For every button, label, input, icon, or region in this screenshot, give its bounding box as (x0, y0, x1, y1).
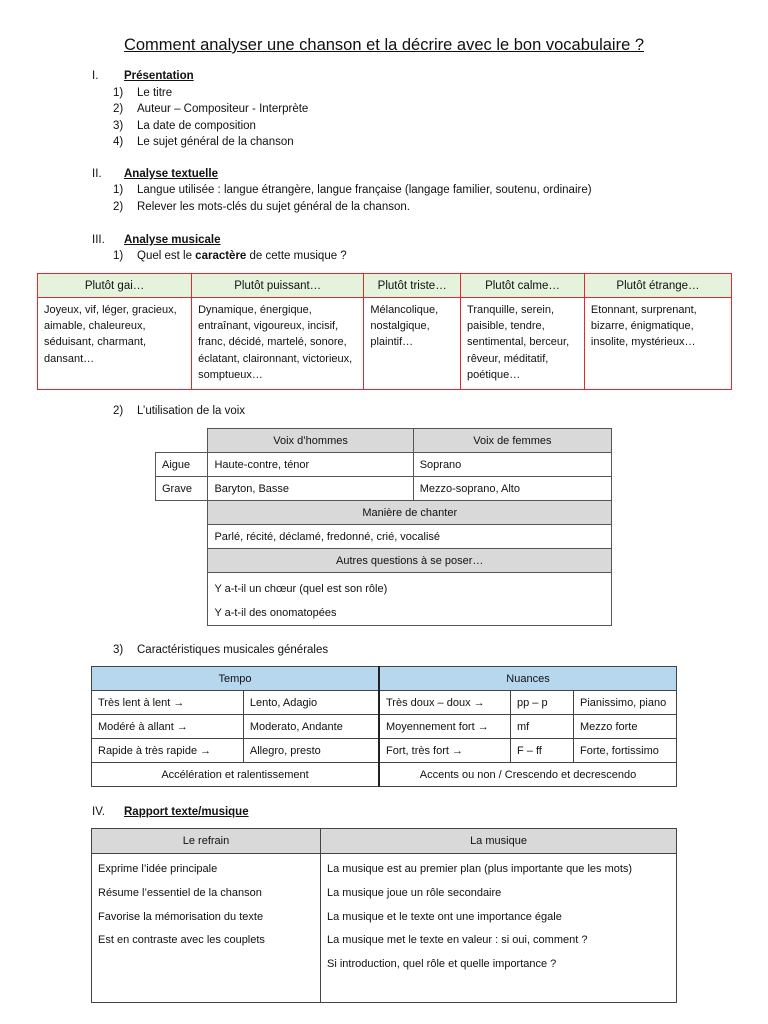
table-cell: Soprano (413, 453, 611, 477)
section-heading-analyse-musicale (92, 234, 392, 248)
question-prefix: Quel est le (137, 250, 196, 262)
table-row (38, 298, 732, 390)
item-text (137, 250, 347, 262)
column-header: Voix d’hommes (208, 429, 413, 453)
list-item: Si introduction, quel rôle et quelle importance ? (327, 958, 557, 971)
section-label: Présentation (124, 70, 194, 82)
table-cell: Baryton, Basse (208, 477, 413, 501)
column-header: Plutôt calme… (461, 274, 585, 298)
rapport-table (91, 828, 677, 1003)
item-text: L’utilisation de la voix (137, 405, 246, 417)
table-cell: Etonnant, surprenant, bizarre, énigmatique, insolite, mystérieux… (584, 298, 731, 390)
table-row (156, 525, 612, 549)
section-number: IV. (92, 806, 106, 818)
item-text: Auteur – Compositeur - Interprète (137, 103, 309, 115)
row-label: Aigue (156, 453, 208, 477)
table-footer-cell: Accents ou non / Crescendo et decrescendo (379, 763, 677, 787)
item-text: Le sujet général de la chanson (137, 136, 294, 148)
table-cell: Allegro, presto (243, 739, 379, 763)
section-number: III. (92, 234, 105, 246)
table-cell: Joyeux, vif, léger, gracieux, aimable, chaleureux, séduisant, charmant, dansant… (38, 298, 192, 390)
item-number: 1) (113, 87, 124, 99)
list-item (113, 201, 713, 215)
item-number: 2) (113, 201, 124, 213)
empty-cell (156, 573, 208, 626)
table-cell: Modéré à allant → (92, 715, 244, 739)
musique-column (321, 854, 677, 1003)
list-item: La musique est au premier plan (plus importante que les mots) (327, 863, 633, 875)
list-item: La musique met le texte en valeur : si oui, comment ? (327, 934, 588, 947)
list-item (113, 120, 613, 134)
list-item (113, 103, 613, 117)
item-text: La date de composition (137, 120, 256, 132)
section-number: II. (92, 168, 102, 180)
list-item: Est en contraste avec les couplets (98, 934, 265, 947)
item-text: Caractéristiques musicales générales (137, 644, 329, 656)
table-header-row (38, 274, 732, 298)
question-suffix: de cette musique ? (246, 250, 347, 262)
item-text: Le titre (137, 87, 173, 99)
table-cell: Rapide à très rapide → (92, 739, 244, 763)
table-cell: Lento, Adagio (243, 691, 379, 715)
table-header-row (156, 429, 612, 453)
table-cell: Parlé, récité, déclamé, fredonné, crié, vocalisé (208, 525, 612, 549)
table-row (156, 573, 612, 626)
section-label: Rapport texte/musique (124, 806, 249, 818)
table-row (92, 739, 677, 763)
item-text: Langue utilisée : langue étrangère, langue française (langage familier, soutenu, ordinaire) (137, 184, 592, 196)
caractere-table (37, 273, 732, 390)
table-cell: pp – p (511, 691, 574, 715)
column-header: Plutôt étrange… (584, 274, 731, 298)
section-heading-rapport-texte-musique (92, 806, 392, 820)
page-title: Comment analyser une chanson et la décrire avec le bon vocabulaire ? (123, 36, 645, 54)
table-cell (208, 573, 612, 626)
list-item: Exprime l’idée principale (98, 863, 218, 875)
table-cell: Haute-contre, ténor (208, 453, 413, 477)
item-text: Relever les mots-clés du sujet général de la chanson. (137, 201, 410, 213)
list-item (113, 405, 713, 419)
column-header: La musique (321, 829, 677, 854)
table-cell: Moderato, Andante (243, 715, 379, 739)
row-label: Grave (156, 477, 208, 501)
question-line: Y a-t-il des onomatopées (214, 607, 337, 619)
question-keyword: caractère (195, 250, 247, 262)
empty-cell (156, 429, 208, 453)
column-header: Nuances (379, 667, 677, 691)
table-row (156, 501, 612, 525)
empty-cell (156, 525, 208, 549)
list-item: Résume l’essentiel de la chanson (98, 886, 262, 899)
section-header: Manière de chanter (208, 501, 612, 525)
table-cell: Mélancolique, nostalgique, plaintif… (364, 298, 461, 390)
list-item (113, 184, 713, 198)
table-cell: Moyennement fort → (379, 715, 511, 739)
list-item (113, 87, 613, 101)
table-cell: Mezzo-soprano, Alto (413, 477, 611, 501)
voix-table (155, 428, 612, 626)
table-header-row (92, 829, 677, 854)
table-header-row (92, 667, 677, 691)
empty-cell (156, 501, 208, 525)
table-row (92, 854, 677, 1003)
column-header: Voix de femmes (413, 429, 611, 453)
list-item: La musique joue un rôle secondaire (327, 886, 502, 899)
table-cell: Fort, très fort → (379, 739, 511, 763)
table-cell: Pianissimo, piano (574, 691, 677, 715)
table-cell: Très lent à lent → (92, 691, 244, 715)
table-cell: Dynamique, énergique, entraînant, vigoureux, incisif, franc, décidé, martelé, sonore, éclatant, claironnant, victorieux, somptueux… (192, 298, 364, 390)
table-footer-cell: Accélération et ralentissement (92, 763, 380, 787)
list-item (113, 250, 713, 264)
item-number: 3) (113, 120, 124, 132)
item-number: 3) (113, 644, 124, 656)
list-item: La musique et le texte ont une importance égale (327, 910, 562, 923)
table-row (92, 691, 677, 715)
caracteristiques-table (91, 666, 677, 787)
item-number: 4) (113, 136, 124, 148)
section-header: Autres questions à se poser… (208, 549, 612, 573)
table-cell: Mezzo forte (574, 715, 677, 739)
section-number: I. (92, 70, 99, 82)
column-header: Plutôt puissant… (192, 274, 364, 298)
table-row (156, 477, 612, 501)
item-number: 2) (113, 405, 124, 417)
column-header: Plutôt triste… (364, 274, 461, 298)
column-header: Le refrain (92, 829, 321, 854)
item-number: 2) (113, 103, 124, 115)
item-number: 1) (113, 184, 124, 196)
table-cell: F – ff (511, 739, 574, 763)
section-label: Analyse textuelle (124, 168, 218, 180)
table-row (156, 549, 612, 573)
table-cell: Très doux – doux → (379, 691, 511, 715)
section-heading-analyse-textuelle (92, 168, 392, 182)
table-row (92, 715, 677, 739)
list-item (113, 136, 613, 150)
list-item: Favorise la mémorisation du texte (98, 910, 264, 923)
item-number: 1) (113, 250, 124, 262)
section-heading-presentation (92, 70, 392, 84)
question-line: Y a-t-il un chœur (quel est son rôle) (214, 583, 388, 595)
table-cell: mf (511, 715, 574, 739)
table-cell: Tranquille, serein, paisible, tendre, sentimental, berceur, rêveur, méditatif, poétique… (461, 298, 585, 390)
column-header: Tempo (92, 667, 380, 691)
list-item (113, 644, 713, 658)
table-row (92, 763, 677, 787)
column-header: Plutôt gai… (38, 274, 192, 298)
empty-cell (156, 549, 208, 573)
table-cell: Forte, fortissimo (574, 739, 677, 763)
section-label: Analyse musicale (124, 234, 221, 246)
table-row (156, 453, 612, 477)
refrain-column (92, 854, 321, 1003)
